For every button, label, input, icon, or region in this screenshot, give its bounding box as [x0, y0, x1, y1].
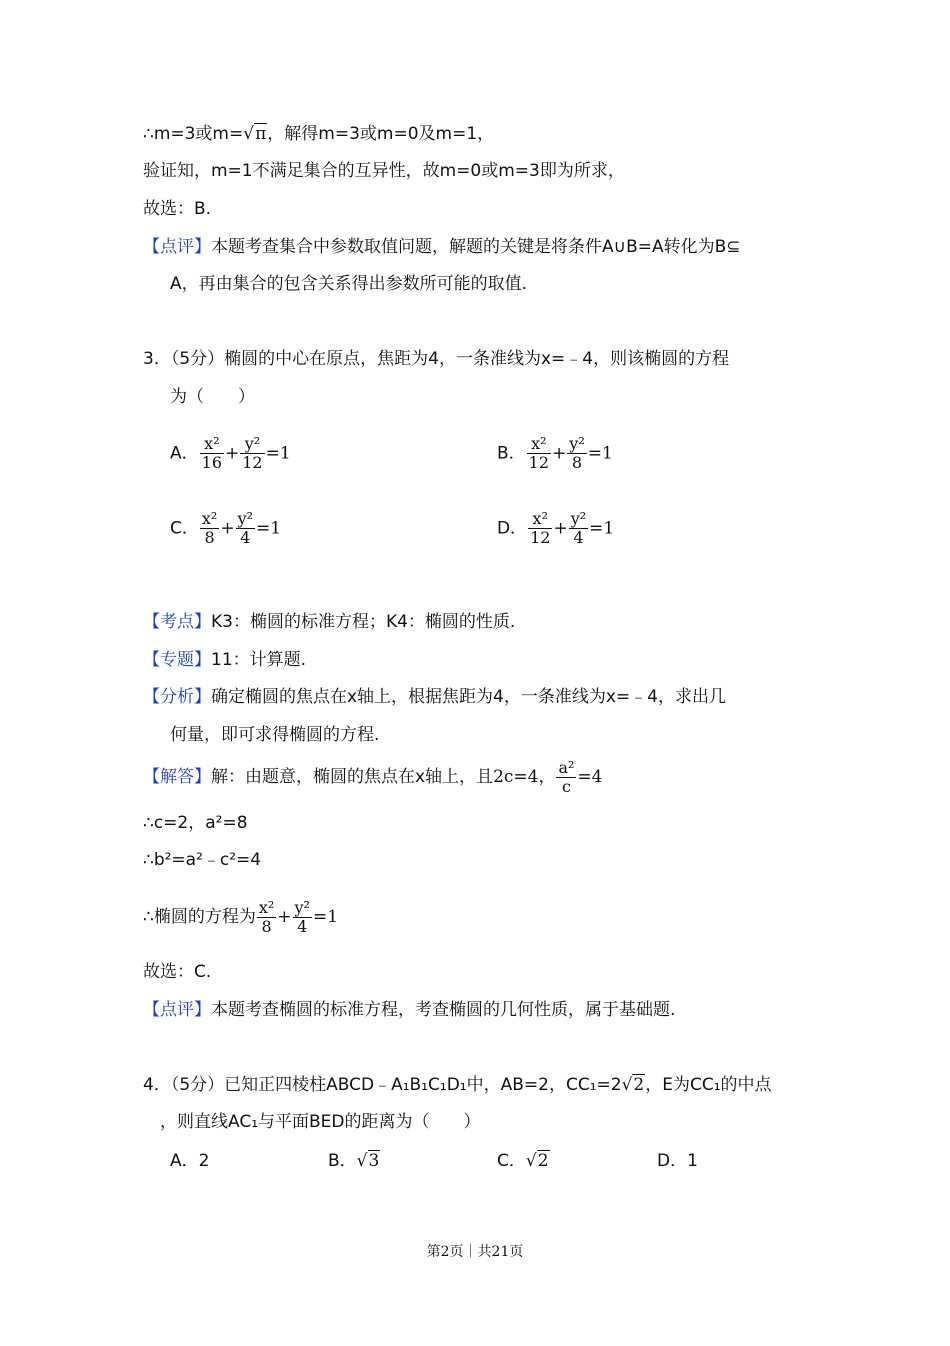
q4-stem-2: ，则直线AC₁与平面BED的距离为（ ）: [160, 1112, 481, 1132]
fraction: [293, 899, 312, 936]
numerator: x²: [201, 509, 218, 528]
denominator: 16: [201, 453, 222, 472]
comment-text: 本题考查椭圆的标准方程，考查椭圆的几何性质，属于基础题.: [211, 1000, 676, 1020]
fraction: [236, 510, 255, 547]
sqrt-pi-radicand: π: [255, 124, 267, 144]
comment-tag: 【点评】: [143, 237, 211, 257]
q3-option-d: D． $\frac{\text{x²}}{12}$ + $\frac{\text{y²}}{4}$ =1: [497, 509, 615, 547]
denominator: 4: [236, 528, 255, 547]
q3-step-2: ∴b²=a²﹣c²=4: [143, 850, 262, 870]
numerator: x²: [204, 434, 220, 453]
fraction: [200, 510, 219, 547]
numerator: y²: [569, 434, 585, 453]
denominator: 8: [257, 917, 276, 936]
sqrt-2-radicand: 2: [537, 1151, 549, 1171]
rhs: =1: [589, 518, 615, 539]
prev-line-1-b: ，解得m=3或m=0及m=1，: [267, 124, 495, 144]
q3-kaodian: [143, 610, 515, 634]
jieda-eq1: 2c=4: [493, 767, 539, 787]
numerator: y²: [570, 509, 587, 528]
q3-step-1: ∴c=2，a²=8: [143, 813, 248, 833]
option-label: D．: [497, 518, 528, 539]
q3-stem-2: 为（ ）: [170, 387, 255, 407]
q3-answer: 故选：C.: [143, 962, 212, 982]
comment-tag: 【点评】: [143, 1000, 211, 1020]
jieda-eq2: =4: [577, 767, 603, 787]
fraction: [528, 510, 552, 547]
q4-option-c: [497, 1149, 550, 1173]
option-label: C．: [170, 518, 199, 539]
sqrt-3-radicand: 3: [368, 1151, 380, 1171]
numerator: x²: [532, 509, 548, 528]
numerator: y²: [294, 897, 310, 917]
q4-stem-1-a: 4．（5分）已知正四棱柱ABCD﹣A₁B₁C₁D₁中，AB=2，CC₁=2: [143, 1075, 622, 1095]
option-label: C．: [497, 1151, 526, 1171]
rhs: =1: [312, 907, 339, 927]
fraction: [569, 510, 588, 547]
page-footer: 第2页｜共21页: [426, 1244, 524, 1260]
q4-stem-1: [143, 1073, 772, 1097]
q3-comment: [143, 998, 675, 1022]
numerator: y²: [237, 509, 254, 528]
prev-comment: [143, 235, 741, 259]
q4-option-a: A．2: [170, 1151, 210, 1171]
zhuanti-tag: 【专题】: [143, 650, 211, 670]
zhuanti-text: 11：计算题.: [211, 650, 307, 670]
fraction: [240, 435, 264, 472]
prev-answer: 故选：B.: [143, 199, 212, 219]
q3-option-b: B． $\frac{\text{x²}}{12}$ + $\frac{\text{y²}}{8}$ =1: [497, 434, 613, 472]
q3-stem-1: 3．（5分）椭圆的中心在原点，焦距为4，一条准线为x=﹣4，则该椭圆的方程: [143, 349, 730, 369]
denominator: 4: [569, 528, 588, 547]
comment-text-1: 本题考查集合中参数取值问题，解题的关键是将条件A∪B=A转化为B⊆: [211, 237, 741, 257]
fraction: [200, 435, 224, 472]
fraction: [556, 759, 576, 796]
prev-line-1-a: ∴m=3或m=: [143, 124, 244, 144]
q3-option-c: C． $\frac{\text{x²}}{8}$ + $\frac{\text{y²}}{4}$ =1: [170, 509, 282, 547]
q4-option-d: D．1: [657, 1151, 698, 1171]
denominator: 4: [293, 917, 312, 936]
q3-jieda: [143, 755, 602, 799]
jieda-text: 解：由题意，椭圆的焦点在x轴上，且: [211, 767, 494, 787]
option-label: B．: [328, 1151, 357, 1171]
prev-line-1: [143, 122, 494, 146]
denominator: 8: [200, 528, 219, 547]
fenxi-text-1: 确定椭圆的焦点在x轴上，根据焦距为4，一条准线为x=﹣4，求出几: [211, 687, 726, 707]
option-label: B．: [497, 443, 526, 464]
kaodian-text: K3：椭圆的标准方程；K4：椭圆的性质.: [211, 612, 516, 632]
q3-step-3: ∴椭圆的方程为 $\frac{\text{x²}}{8}$ + $\frac{\text{y²}}{4}$ =1: [143, 897, 339, 936]
numerator: a²: [558, 757, 575, 777]
sqrt-2: √2: [621, 1075, 645, 1095]
sqrt-2: √2: [525, 1151, 549, 1171]
fraction: [257, 899, 276, 936]
step3-text: ∴椭圆的方程为: [143, 907, 256, 927]
rhs: =1: [265, 443, 291, 464]
q3-fenxi: [143, 685, 726, 709]
q3-option-a: A． $\frac{\text{x²}}{16}$ + $\frac{\text{y²}}{12}$ =1: [170, 434, 291, 472]
denominator: 8: [567, 453, 586, 472]
sqrt-3: √3: [356, 1151, 380, 1171]
prev-line-2: 验证知，m=1不满足集合的互异性，故m=0或m=3即为所求，: [143, 161, 625, 181]
numerator: y²: [244, 434, 261, 453]
q3-zhuanti: [143, 648, 306, 672]
fraction: [527, 435, 551, 472]
q4-option-b: [328, 1149, 380, 1173]
denominator: c: [556, 777, 576, 796]
option-label: A．: [170, 443, 199, 464]
rhs: =1: [587, 443, 613, 464]
sqrt-pi: √π: [243, 124, 267, 144]
jieda-tag: 【解答】: [143, 767, 211, 787]
prev-comment-cont: A，再由集合的包含关系得出参数所可能的取值.: [170, 274, 528, 294]
denominator: 12: [530, 528, 551, 547]
sqrt-2-radicand: 2: [633, 1075, 645, 1095]
q3-fenxi-cont: 何量，即可求得椭圆的方程.: [170, 725, 380, 745]
fraction: [567, 435, 586, 472]
jieda-sep: ，: [538, 767, 556, 787]
numerator: x²: [258, 897, 275, 917]
kaodian-tag: 【考点】: [143, 612, 211, 632]
numerator: x²: [531, 434, 547, 453]
denominator: 12: [242, 453, 263, 472]
rhs: =1: [256, 518, 282, 539]
fenxi-tag: 【分析】: [143, 687, 211, 707]
denominator: 12: [528, 453, 550, 472]
q4-stem-1-end: ，E为CC₁的中点: [645, 1075, 772, 1095]
